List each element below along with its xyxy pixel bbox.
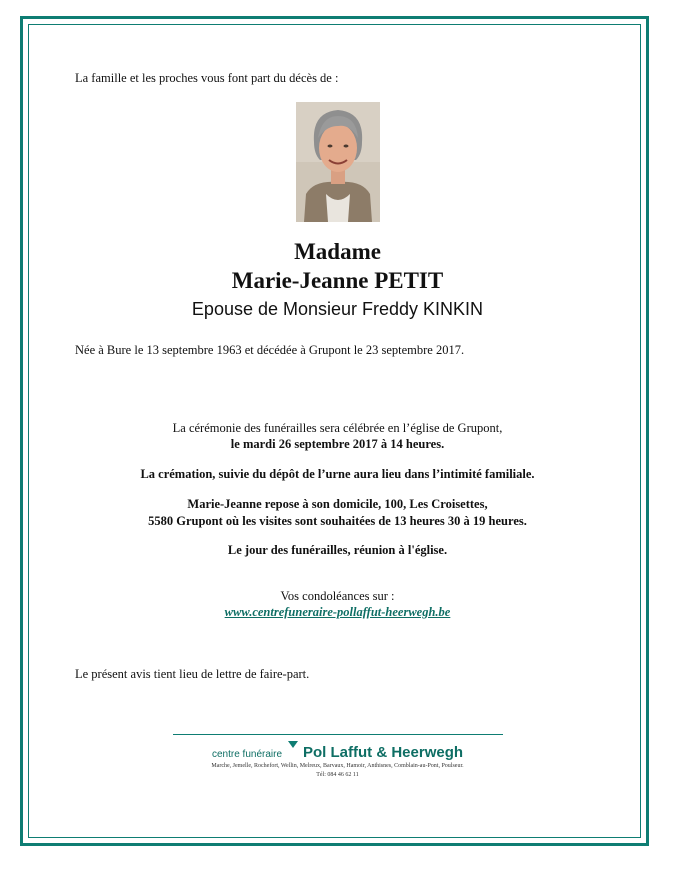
reunion-note: Le jour des funérailles, réunion à l'église. [227,543,448,557]
deceased-name: Marie-Jeanne PETIT [231,268,444,293]
condolences-link[interactable]: www.centrefuneraire-pollaffut-heerwegh.be [224,605,451,619]
intro-text: La famille et les proches vous font part du décès de : [75,71,339,85]
birth-death-line: Née à Bure le 13 septembre 1963 et décédée à Grupont le 23 septembre 2017. [75,343,465,357]
logo-prefix: centre funéraire [211,749,283,760]
repose-line-2: 5580 Grupont où les visites sont souhaitées de 13 heures 30 à 19 heures. [148,514,527,528]
logo-name: Pol Laffut & Heerwegh [303,744,464,761]
funeral-home-logo [0,741,675,762]
portrait-photo [296,102,380,222]
repose-line-1: Marie-Jeanne repose à son domicile, 100, Les Croisettes, [187,497,488,511]
ceremony-line-1: La cérémonie des funérailles sera célébrée en l’église de Grupont, [172,421,503,435]
logo-divider [173,734,503,735]
deceased-honorific: Madame [294,239,381,264]
logo-towns: Marche, Jemelle, Rochefort, Wellin, Melreux, Barvaux, Hamoir, Anthisnes, Comblain-au-Pont, Poulseur. [211,763,464,769]
logo-arrow-icon [288,741,298,748]
logo-phone: Tél: 084 46 62 11 [316,772,359,778]
condolences-label: Vos condoléances sur : [280,589,395,603]
closing-text: Le présent avis tient lieu de lettre de faire-part. [75,667,310,681]
cremation-note: La crémation, suivie du dépôt de l’urne aura lieu dans l’intimité familiale. [140,467,535,481]
spouse-line: Epouse de Monsieur Freddy KINKIN [191,299,484,319]
condolences-wrapper [0,605,675,620]
portrait-image [296,102,380,222]
ceremony-date: le mardi 26 septembre 2017 à 14 heures. [230,437,445,451]
